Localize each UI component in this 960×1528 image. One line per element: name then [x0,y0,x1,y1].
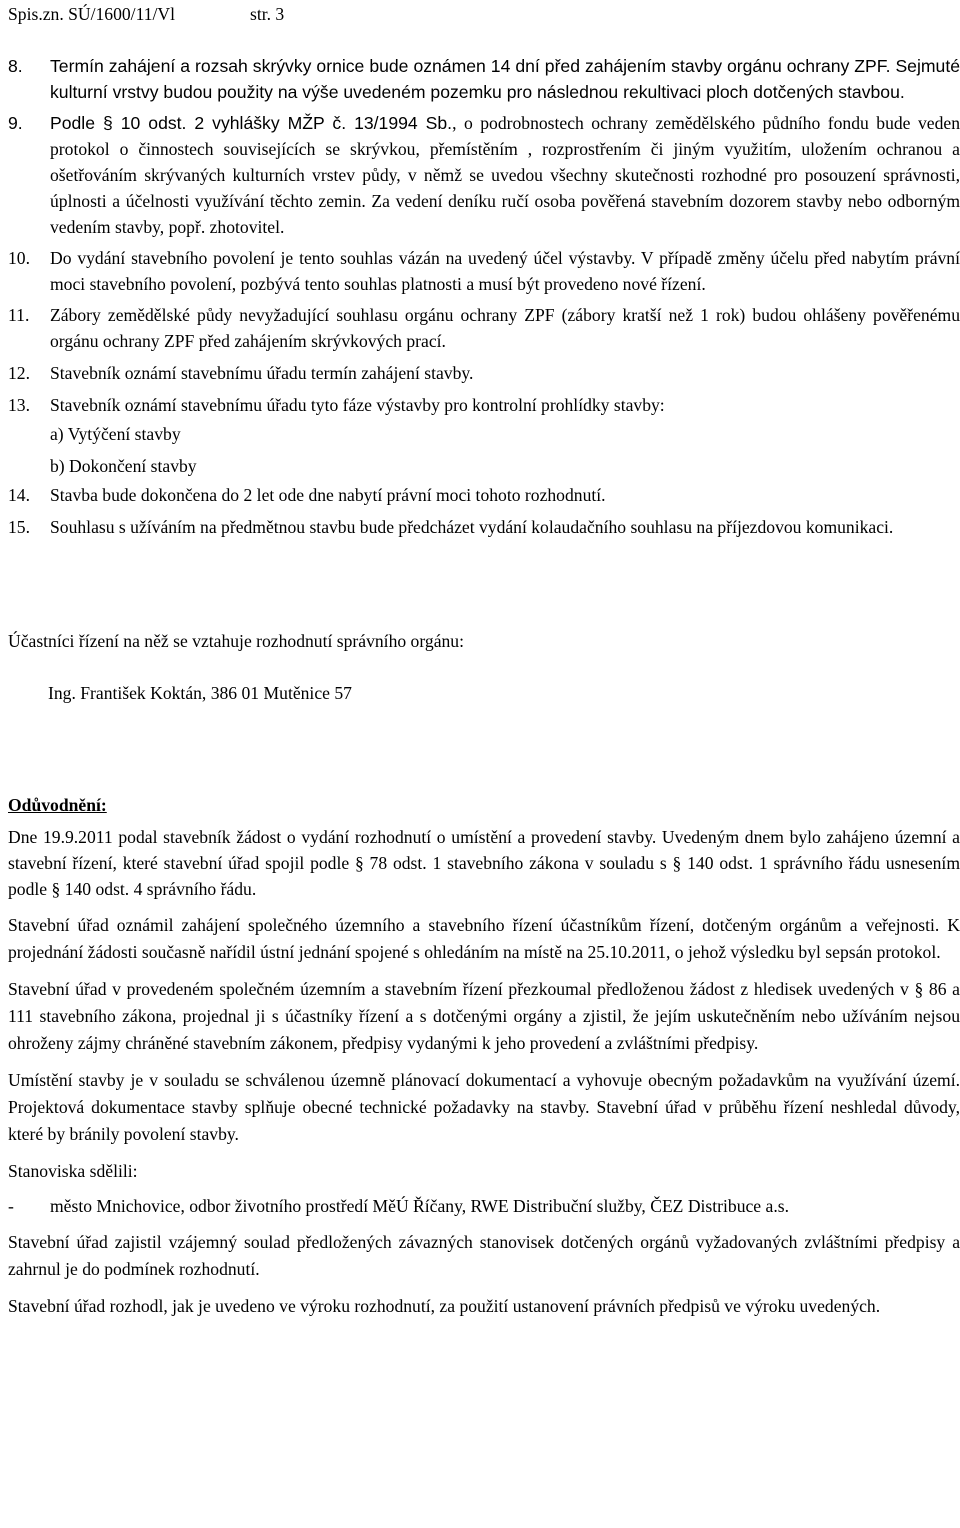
opinions-label: Stanoviska sdělili: [8,1161,138,1181]
list-dash: - [8,1196,14,1216]
opinions-list-item [8,1193,960,1219]
item-text [50,110,960,240]
item-lead: Podle § 10 odst. 2 vyhlášky MŽP č. 13/1994 Sb. [50,113,453,133]
item-continuation: , o podrobnostech ochrany zemědělského půdního fondu bude veden protokol o činnostech souvisejících se skrývkou, přemístěním , rozprostřením či jiným využitím, uložením ochranou a ošetřováním skrývaných kulturních vrstev půdy, v němž se uvedou všechny skutečnosti rozhodné pro posouzení správnosti, úplnosti a účelnosti využívání těchto zemin. [50,113,960,211]
reasoning-paragraph: Stavební úřad rozhodl, jak je uvedeno ve výroku rozhodnutí, za použití ustanovení právních předpisů ve výroku uvedených. [8,1296,881,1316]
condition-item [8,360,960,386]
condition-item [8,514,960,540]
reasoning-paragraph: Stavební úřad oznámil zahájení společného územního a stavebního řízení účastníkům řízení, dotčeným orgánům a veřejnosti. K projednání žádosti současně nařídil ústní jednání spojené s ohledáním na místě na 25.10.2011, o jehož výsledku byl sepsán protokol. [8,915,960,962]
item-number: 14. [8,485,30,505]
reasoning-paragraph: Dne 19.9.2011 podal stavebník žádost o vydání rozhodnutí o umístění a provedení stavby. Uvedeným dnem bylo zahájeno územní a stavební řízení, které stavební úřad spojil podle § 78 odst. 1 stavebního zákona v souladu s § 140 odst. 1 správního řádu usnesením podle § 140 odst. 4 správního řádu. [8,827,960,899]
participants-heading: Účastníci řízení na něž se vztahuje rozhodnutí správního orgánu: [8,631,464,651]
item-text: Stavebník oznámí stavebnímu úřadu termín zahájení stavby. [50,363,474,383]
sub-item: b) Dokončení stavby [50,456,197,476]
reasoning-paragraph: Stavební úřad v provedeném společném územním a stavebním řízení přezkoumal předloženou žádost z hledisek uvedených v § 86 a 111 stavebního zákona, projednal ji s účastníky řízení a s dotčenými orgány a zjistil, že jejím uskutečněním nebo užíváním nejsou ohroženy zájmy chráněné stavebním zákonem, předpisy vydanými k jeho provedení a zvláštními předpisy. [8,979,960,1053]
sub-item: a) Vytýčení stavby [50,424,181,444]
item-number: 11. [8,305,30,325]
item-text: Stavba bude dokončena do 2 let ode dne nabytí právní moci tohoto rozhodnutí. [50,485,606,505]
item-text: Do vydání stavebního povolení je tento souhlas vázán na uvedený účel výstavby. V případě změny účelu před nabytím právní moci stavebního povolení, pozbývá tento souhlas platnosti a musí být provedeno nové řízení. [50,248,960,294]
item-number: 15. [8,517,30,537]
item-text: Souhlasu s užíváním na předmětnou stavbu bude předcházet vydání kolaudačního souhlasu na příjezdovou komunikaci. [50,517,894,537]
reasoning-paragraph: Stavební úřad zajistil vzájemný soulad předložených závazných stanovisek dotčených orgánů vyžadovaných zvláštními předpisy a zahrnul je do podmínek rozhodnutí. [8,1232,960,1279]
participant-name: Ing. František Koktán, 386 01 Mutěnice 57 [48,683,352,703]
condition-item [8,392,960,418]
item-number: 8. [8,56,23,76]
file-reference: Spis.zn. SÚ/1600/11/Vl [8,4,175,24]
reasoning-heading: Odůvodnění: [8,795,107,815]
item-number: 12. [8,363,30,383]
document-page [8,4,960,1320]
opinions-text: město Mnichovice, odbor životního prostředí MěÚ Říčany, RWE Distribuční služby, ČEZ Distribuce a.s. [50,1196,789,1216]
condition-item [8,110,960,240]
item-text: Termín zahájení a rozsah skrývky ornice bude oznámen 14 dní před zahájením stavby orgánu ochrany ZPF. Sejmuté kulturní vrstvy budou použity na výše uvedeném pozemku pro následnou rekultivaci ploch dotčených stavbou. [50,56,960,102]
condition-item [8,482,960,508]
page-header [8,4,960,30]
item-number: 10. [8,248,30,268]
condition-item [8,53,960,105]
condition-item [8,302,960,354]
reasoning-paragraph: Umístění stavby je v souladu se schválenou územně plánovací dokumentací a vyhovuje obecným požadavkům na využívání území. Projektová dokumentace stavby splňuje obecné technické požadavky na stavby. Stavební úřad v průběhu řízení neshledal důvody, které by bránily povolení stavby. [8,1070,960,1144]
item-text: Zábory zemědělské půdy nevyžadující souhlasu orgánu ochrany ZPF (zábory kratší než 1 rok) budou ohlášeny pověřenému orgánu ochrany ZPF před zahájením skrývkových prací. [50,305,960,351]
item-text: Stavebník oznámí stavebnímu úřadu tyto fáze výstavby pro kontrolní prohlídky stavby: [50,395,665,415]
item-number: 9. [8,113,23,133]
item-continuation-2: Za vedení deníku ručí osoba pověřená stavebním dozorem stavby nebo odborným vedením stavby, popř. zhotovitel. [50,191,960,237]
condition-item [8,245,960,297]
item-number: 13. [8,395,30,415]
page-number: str. 3 [250,4,285,24]
